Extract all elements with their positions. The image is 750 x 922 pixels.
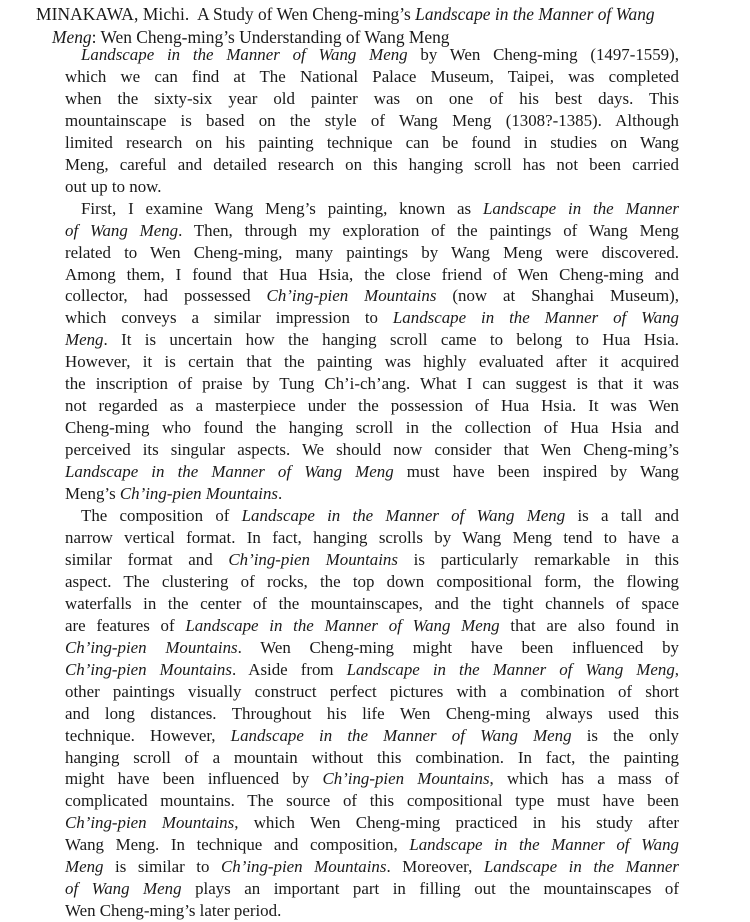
text-line [65,88,679,110]
text-line [65,768,679,790]
body-text: similar format and [65,549,229,569]
text-line [65,110,679,132]
text-line [65,329,679,351]
body-text: Meng’s [65,484,120,504]
italic-title-text: Landscape in the Manner of Wang Meng [230,725,572,745]
italic-title-text: Ch’ing-pien Mountains [228,549,398,569]
italic-title-text: Landscape in the Manner of Wang Meng [241,506,566,526]
body-text: not regarded as a masterpiece under the possession of Hua Hsia. It was Wen [65,396,679,416]
text-line [65,681,679,703]
text-line [65,285,679,307]
text-line [65,373,679,395]
body-text: which conveys a similar impression to [65,308,393,328]
body-text: is a tall and [565,506,679,526]
body-text: , [674,659,679,679]
body-text: related to Wen Cheng-ming, many paintings by Wang Meng were discovered. [65,242,679,262]
paragraph [65,505,679,922]
body-text: . Moreover, [386,857,484,877]
title-italic-part2: Meng [52,27,92,47]
abstract-body [65,44,679,922]
italic-title-text: Landscape in the Manner of Wang Meng [185,615,500,635]
body-text: are features of [65,615,186,635]
title-prefix: A Study of Wen Cheng-ming’s [197,4,416,24]
text-line [65,747,679,769]
text-line [65,417,679,439]
body-text: . Aside from [231,659,347,679]
text-line [65,900,679,922]
text-line [65,461,679,483]
text-line [65,878,679,900]
body-text: Wang Meng. In technique and composition, [65,835,410,855]
body-text: , which has a mass of [489,769,679,789]
text-line [65,439,679,461]
text-line [65,593,679,615]
body-text: Meng, careful and detailed research on this hanging scroll has not been carried [65,154,679,174]
text-line [65,351,679,373]
body-text: However, it is certain that the painting was highly evaluated after it acquired [65,352,679,372]
italic-title-text: Ch’ing-pien Mountains [65,659,232,679]
text-line [65,703,679,725]
body-text: complicated mountains. The source of this compositional type must have been [65,791,679,811]
text-line [65,790,679,812]
body-text: and long distances. Throughout his life Wen Cheng-ming always used this [65,703,679,723]
body-text: is the only [571,725,679,745]
text-line [65,242,679,264]
text-line [65,659,679,681]
italic-title-text: Meng [65,857,104,877]
text-line [65,176,679,198]
body-text: the inscription of praise by Tung Ch’i-ch’ang. What I can suggest is that it was [65,374,679,394]
text-line [65,395,679,417]
body-text: . Then, through my exploration of the paintings of Wang Meng [178,220,679,240]
body-text: when the sixty-six year old painter was on one of his best days. This [65,88,679,108]
body-text: . Wen Cheng-ming might have been influenced by [237,637,680,657]
body-text: might have been influenced by [65,769,323,789]
italic-title-text: Ch’ing-pien Mountains [119,484,279,504]
body-text: Cheng-ming who found the hanging scroll in the collection of Hua Hsia and [65,418,679,438]
italic-title-text: of Wang Meng [65,220,179,240]
italic-title-text: Landscape in the Manner [483,857,679,877]
text-line [65,44,679,66]
text-line [65,198,679,220]
body-text: mountainscape is based on the style of Wang Meng (1308?-1385). Although [65,110,679,130]
text-line [65,307,679,329]
heading-line-1 [36,3,726,26]
italic-title-text: Meng [65,330,104,350]
body-text: , which Wen Cheng-ming practiced in his study after [234,813,679,833]
body-text: Wen Cheng-ming’s later period. [65,901,282,921]
body-text: aspect. The clustering of rocks, the top down compositional form, the flowing [65,571,679,591]
italic-title-text: Landscape in the Manner of Wang Meng [346,659,675,679]
author-name: MINAKAWA, Michi. [36,4,190,24]
subtitle: : Wen Cheng-ming’s Understanding of Wang Meng [91,27,450,47]
body-text: other paintings visually construct perfect pictures with a combination of short [65,681,679,701]
body-text: must have been inspired by Wang [393,462,679,482]
body-text: First, I examine Wang Meng’s painting, known as [81,198,483,218]
paragraph [65,198,679,505]
italic-title-text: Landscape in the Manner of Wang [392,308,679,328]
body-text: is similar to [103,857,221,877]
italic-title-text: Ch’ing-pien Mountains [65,813,235,833]
italic-title-text: Landscape in the Manner of Wang Meng [65,462,394,482]
text-line [65,812,679,834]
text-line [65,571,679,593]
body-text: that are also found in [499,615,680,635]
text-line [65,264,679,286]
body-text: collector, had possessed [65,286,267,306]
body-text: . [278,484,283,504]
title-italic-part1: Landscape in the Manner of Wang [415,4,655,24]
text-line [65,637,679,659]
body-text: hanging scroll of a mountain without this combination. In fact, the painting [65,747,679,767]
body-text: technique. However, [65,725,231,745]
text-line [65,66,679,88]
body-text: is particularly remarkable in this [397,549,679,569]
body-text: perceived its singular aspects. We should now consider that Wen Cheng-ming’s [65,440,679,460]
italic-title-text: Landscape in the Manner [482,198,679,218]
text-line [65,483,679,505]
body-text: plays an important part in filling out the mountainscapes of [181,879,679,899]
text-line [65,725,679,747]
body-text: . It is uncertain how the hanging scroll came to belong to Hua Hsia. [103,330,679,350]
text-line [65,527,679,549]
body-text: limited research on his painting technique can be found in studies on Wang [65,132,679,152]
italic-title-text: Ch’ing-pien Mountains [221,857,387,877]
body-text: (now at Shanghai Museum), [436,286,680,306]
text-line [65,834,679,856]
text-line [65,220,679,242]
italic-title-text: Ch’ing-pien Mountains [322,769,490,789]
italic-title-text: Ch’ing-pien Mountains [65,637,238,657]
body-text: narrow vertical format. In fact, hanging scrolls by Wang Meng tend to have a [65,527,679,547]
text-line [65,549,679,571]
italic-title-text: of Wang Meng [65,879,182,899]
text-line [65,505,679,527]
italic-title-text: Landscape in the Manner of Wang Meng [81,45,408,64]
article-heading [36,3,726,49]
text-line [65,154,679,176]
italic-title-text: Ch’ing-pien Mountains [266,286,437,306]
paragraph [65,44,679,198]
body-text: out up to now. [65,176,162,196]
text-line [65,856,679,878]
body-text: by Wen Cheng-ming (1497-1559), [407,45,679,64]
text-line [65,615,679,637]
body-text: waterfalls in the center of the mountainscapes, and the tight channels of space [65,593,679,613]
body-text: The composition of [81,506,242,526]
body-text: which we can find at The National Palace Museum, Taipei, was completed [65,66,679,86]
body-text: Among them, I found that Hua Hsia, the close friend of Wen Cheng-ming and [65,264,679,284]
text-line [65,132,679,154]
italic-title-text: Landscape in the Manner of Wang [409,835,680,855]
